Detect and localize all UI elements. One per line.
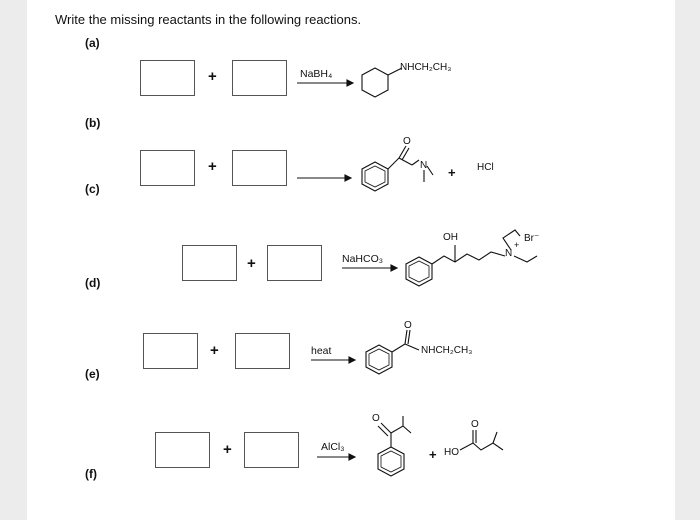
carbonyl-bond bbox=[378, 426, 388, 436]
product-e-acid-oxygen: O bbox=[471, 419, 479, 430]
bond bbox=[399, 158, 412, 165]
product-e-oxygen: O bbox=[372, 413, 380, 424]
arrowhead bbox=[349, 357, 355, 363]
carbonyl-bond bbox=[408, 330, 410, 344]
bond bbox=[392, 344, 405, 352]
arrowhead bbox=[347, 80, 353, 86]
arrowhead bbox=[345, 175, 351, 181]
bond bbox=[493, 432, 497, 443]
label-a: (a) bbox=[85, 36, 100, 50]
carbonyl-bond bbox=[381, 423, 391, 433]
benzene-inner-ring bbox=[409, 261, 429, 282]
cyclohexane-ring bbox=[362, 68, 388, 97]
label-d: (d) bbox=[85, 276, 101, 290]
question-card bbox=[27, 0, 675, 520]
structure-drawings bbox=[27, 0, 675, 520]
product-a-group: NHCH₂CH₃ bbox=[400, 62, 452, 73]
carbonyl-bond bbox=[402, 148, 409, 160]
arrowhead bbox=[391, 265, 397, 271]
plus-sign: + bbox=[208, 158, 217, 175]
product-c-charge: + bbox=[514, 240, 520, 250]
amine-chain bbox=[503, 230, 520, 250]
amine-chain bbox=[514, 256, 537, 262]
product-e-ho: HO bbox=[444, 447, 459, 458]
bond bbox=[412, 160, 419, 165]
product-b-nitrogen: N bbox=[420, 160, 428, 171]
product-d-group: NHCH₂CH₃ bbox=[421, 345, 473, 356]
plus-sign: + bbox=[247, 255, 256, 272]
reagent-a: NaBH₄ bbox=[300, 68, 333, 80]
bond bbox=[388, 158, 399, 169]
label-c: (c) bbox=[85, 182, 100, 196]
bond bbox=[405, 344, 419, 350]
benzene-inner-ring bbox=[381, 451, 401, 472]
plus-sign: + bbox=[223, 441, 232, 458]
label-f: (f) bbox=[85, 467, 97, 481]
acid-chain bbox=[460, 443, 503, 450]
arrowhead bbox=[349, 454, 355, 460]
plus-sign: + bbox=[429, 447, 437, 462]
bond bbox=[427, 166, 433, 175]
reagent-c: NaHCO₃ bbox=[342, 253, 384, 265]
plus-sign: + bbox=[208, 68, 217, 85]
benzene-inner-ring bbox=[365, 166, 385, 187]
product-c-bromide: Br⁻ bbox=[524, 233, 540, 244]
product-c-hydroxyl: OH bbox=[443, 232, 458, 243]
product-b-hcl: HCl bbox=[477, 162, 494, 173]
bond bbox=[388, 68, 402, 75]
product-d-oxygen: O bbox=[404, 320, 412, 331]
reagent-d: heat bbox=[311, 345, 332, 357]
product-b-oxygen: O bbox=[403, 136, 411, 147]
alkyl-chain bbox=[391, 426, 411, 433]
plus-sign: + bbox=[448, 165, 456, 180]
carbonyl-bond bbox=[405, 330, 407, 344]
benzene-inner-ring bbox=[369, 349, 389, 370]
product-c-nitrogen: N bbox=[505, 248, 513, 259]
label-e: (e) bbox=[85, 367, 100, 381]
carbon-chain bbox=[432, 252, 505, 264]
reagent-e: AlCl₃ bbox=[321, 441, 345, 453]
question-title: Write the missing reactants in the following reactions. bbox=[55, 12, 362, 27]
carbonyl-bond bbox=[399, 146, 406, 158]
label-b: (b) bbox=[85, 116, 101, 130]
plus-sign: + bbox=[210, 342, 219, 359]
